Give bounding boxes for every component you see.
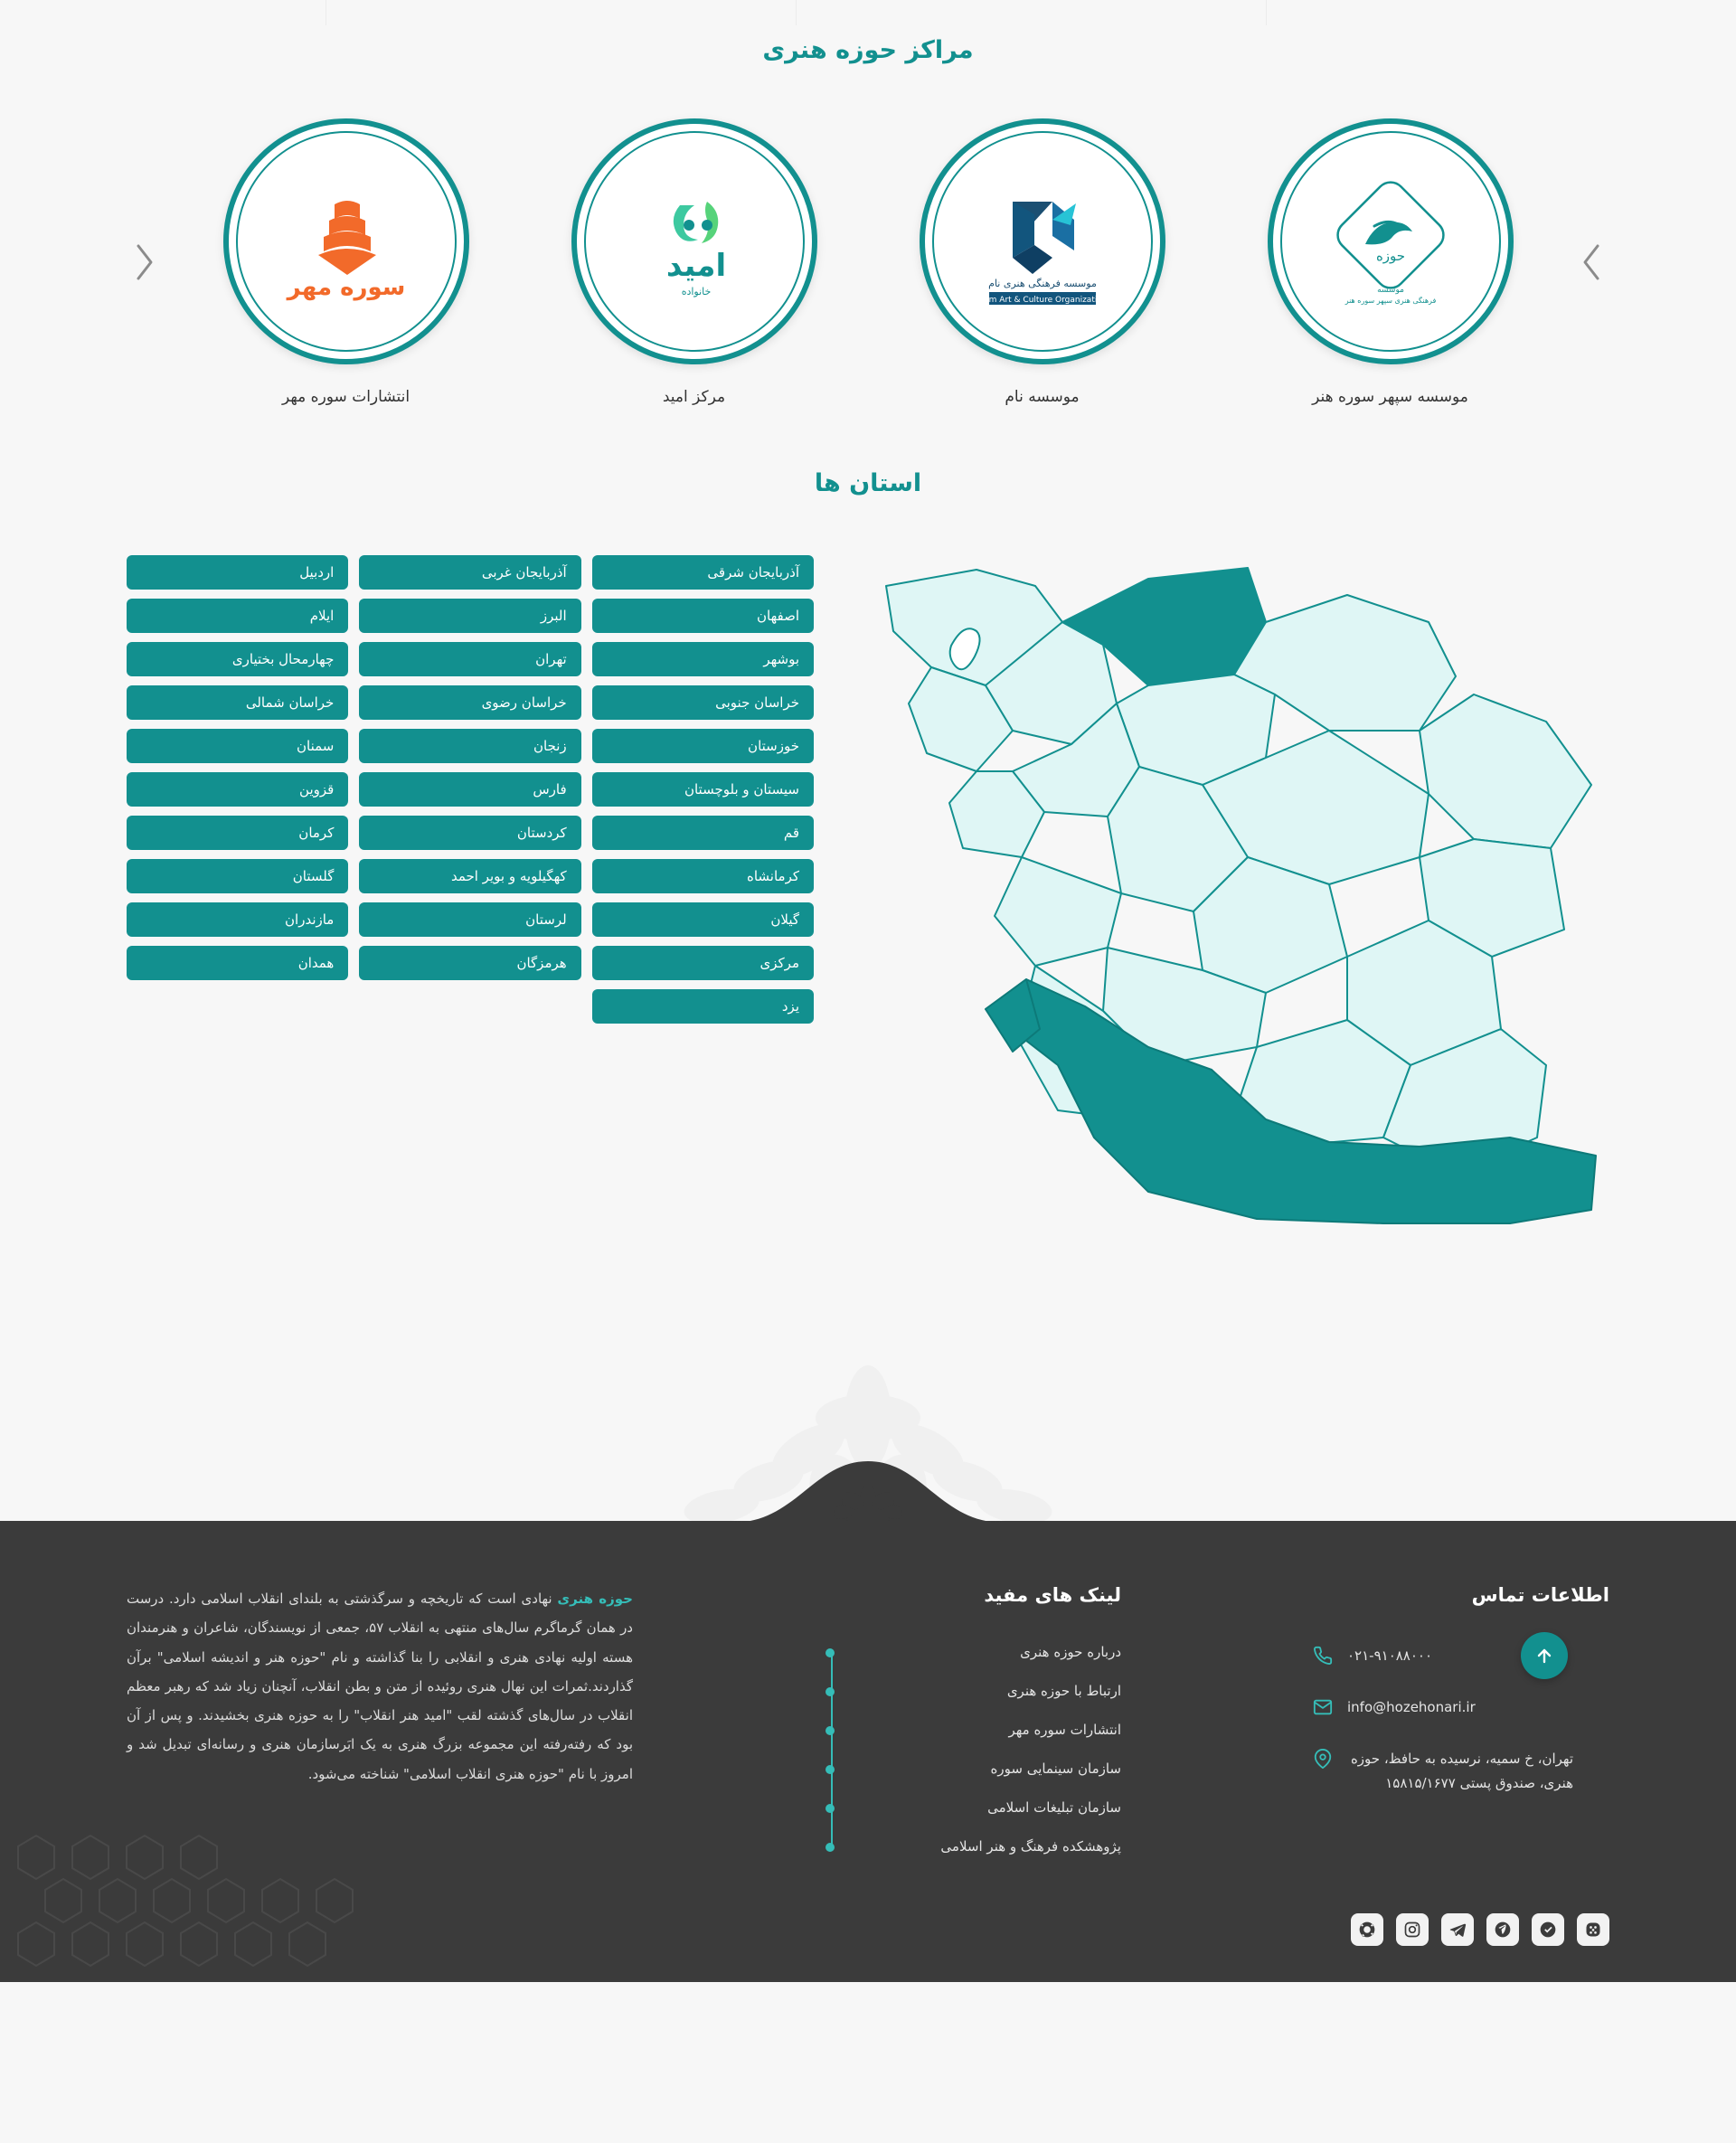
svg-text:Nam Art & Culture Organization: Nam Art & Culture Organization (976, 296, 1108, 305)
province-button[interactable]: قزوین (127, 772, 348, 807)
about-highlight: حوزه هنری (557, 1591, 633, 1607)
site-footer (0, 1521, 1736, 1982)
province-button[interactable]: خوزستان (592, 729, 814, 763)
province-button[interactable]: خراسان شمالی (127, 685, 348, 720)
footer-contact-column (1311, 1584, 1609, 1823)
arrow-up-icon (1533, 1645, 1555, 1666)
province-button[interactable]: اصفهان (592, 599, 814, 633)
social-links (127, 1913, 1609, 1946)
center-label: موسسه نام (1005, 388, 1080, 406)
contact-heading: اطلاعات تماس (1471, 1584, 1609, 1606)
svg-text:خانواده: خانواده (681, 286, 711, 297)
contact-address-row (1311, 1747, 1609, 1796)
chevron-right-icon (1580, 242, 1603, 282)
province-button[interactable]: خراسان جنوبی (592, 685, 814, 720)
contact-email: info@hozehonari.ir (1347, 1699, 1476, 1715)
center-item-sooremehr[interactable] (211, 118, 482, 406)
center-logo-circle (223, 118, 469, 364)
province-button[interactable]: اردبیل (127, 555, 348, 590)
centers-section (0, 0, 1736, 406)
phone-icon (1311, 1644, 1335, 1667)
province-button[interactable]: بوشهر (592, 642, 814, 676)
sepehr-soore-honar-logo (1300, 151, 1481, 332)
iran-provinces-map[interactable] (877, 559, 1600, 1273)
province-button[interactable]: کردستان (359, 816, 580, 850)
province-button[interactable]: لرستان (359, 902, 580, 937)
carousel-prev-button[interactable] (1573, 235, 1609, 289)
telegram-icon[interactable] (1441, 1913, 1474, 1946)
province-button[interactable]: همدان (127, 946, 348, 980)
svg-text:موسسه فرهنگی هنری نام: موسسه فرهنگی هنری نام (987, 278, 1097, 289)
carousel-next-button[interactable] (127, 235, 163, 289)
center-item-omid[interactable] (559, 118, 830, 406)
footer-link[interactable]: درباره حوزه هنری (846, 1644, 1121, 1660)
map-column (868, 552, 1609, 1273)
contact-address: تهران، خ سمیه، نرسیده به حافظ، حوزه هنری، صندوق پستی ۱۵۸۱۵/۱۶۷۷ (1350, 1751, 1573, 1791)
location-pin-icon (1311, 1747, 1335, 1770)
centers-list (163, 118, 1573, 406)
province-button[interactable]: کرمان (127, 816, 348, 850)
province-button[interactable]: گیلان (592, 902, 814, 937)
chevron-left-icon (133, 242, 156, 282)
province-button[interactable]: گلستان (127, 859, 348, 893)
province-button[interactable]: چهارمحال بختیاری (127, 642, 348, 676)
province-button[interactable]: مرکزی (592, 946, 814, 980)
eitaa-icon[interactable] (1486, 1913, 1519, 1946)
rubika-icon[interactable] (1577, 1913, 1609, 1946)
hozeh-honari-emblem (818, 1474, 918, 1525)
nam-art-culture-logo (952, 151, 1133, 332)
footer-link[interactable]: سازمان سینمایی سوره (846, 1761, 1121, 1777)
province-button[interactable]: زنجان (359, 729, 580, 763)
about-paragraph (127, 1584, 633, 1789)
useful-links-list (823, 1644, 1121, 1855)
omid-center-logo (604, 151, 785, 332)
center-item-nam[interactable] (907, 118, 1178, 406)
province-button[interactable]: کهگیلویه و بویر احمد (359, 859, 580, 893)
svg-text:سوره مهر: سوره مهر (287, 274, 405, 301)
province-button[interactable]: آذربایجان غربی (359, 555, 580, 590)
province-button[interactable]: یزد (592, 989, 814, 1024)
province-button[interactable]: خراسان رضوی (359, 685, 580, 720)
svg-text:فرهنگی هنری سپهر سوره هنر: فرهنگی هنری سپهر سوره هنر (1344, 297, 1436, 305)
province-button[interactable]: کرمانشاه (592, 859, 814, 893)
footer-about-column (127, 1584, 633, 1789)
center-label: انتشارات سوره مهر (281, 388, 410, 406)
aparat-icon[interactable] (1351, 1913, 1383, 1946)
soore-mehr-logo (256, 151, 437, 332)
svg-text:حوزه: حوزه (1375, 248, 1405, 264)
center-item-sepehr[interactable] (1255, 118, 1526, 406)
center-label: موسسه سپهر سوره هنر (1312, 388, 1468, 406)
footer-link[interactable]: سازمان تبلیغات اسلامی (846, 1799, 1121, 1816)
bale-icon[interactable] (1532, 1913, 1564, 1946)
center-logo-circle (920, 118, 1165, 364)
province-button[interactable]: سمنان (127, 729, 348, 763)
center-label: مرکز امید (662, 388, 726, 406)
footer-link[interactable]: پژوهشکده فرهنگ و هنر اسلامی (846, 1838, 1121, 1855)
links-heading: لینک های مفید (984, 1584, 1121, 1606)
center-logo-circle (571, 118, 817, 364)
province-button[interactable]: مازندران (127, 902, 348, 937)
province-button[interactable]: البرز (359, 599, 580, 633)
centers-title: مراکز حوزه هنری (762, 36, 974, 64)
provinces-grid (127, 552, 814, 1024)
envelope-icon (1311, 1695, 1335, 1719)
scroll-to-top-button[interactable] (1521, 1632, 1568, 1679)
svg-text:امید: امید (665, 248, 726, 284)
province-button[interactable]: ایلام (127, 599, 348, 633)
footer-link[interactable]: انتشارات سوره مهر (846, 1722, 1121, 1738)
contact-email-row[interactable] (1311, 1695, 1609, 1720)
province-button[interactable]: تهران (359, 642, 580, 676)
about-body: نهادی است که تاریخچه و سرگذشتی به بلندای انقلاب اسلامی دارد. درست در همان گرماگرم سال‌های منتهی به انقلاب ۵۷، جمعی از نویسندگان، شاعران و هنرمندان هسته اولیه نهادی هنری و انقلابی را بنا گذاشته و نام "حوزه هنر و اندیشه اسلامی" برآن گذاردند.ثمرات این نهال هنری روئیده از متن و بطن انقلاب، آنچنان زیاد شد که رهبر معظم انقلاب در سال‌های گذشته لقب "امید هنر انقلاب" را به حوزه هنری بخشیدند. و پس از آن بود که رفته‌رفته این مجموعه بزرگ هنری به یک ابَرسازمان هنری و رسانه‌ای تبدیل شد و امروز با نام "حوزه هنری انقلاب اسلامی" شناخته می‌شود. (127, 1591, 633, 1782)
province-button[interactable]: فارس (359, 772, 580, 807)
provinces-title: استان ها (814, 469, 922, 497)
footer-links-column (823, 1584, 1121, 1877)
provinces-section (0, 406, 1736, 1355)
instagram-icon[interactable] (1396, 1913, 1429, 1946)
province-button[interactable]: هرمزگان (359, 946, 580, 980)
province-button[interactable]: آذربایجان شرقی (592, 555, 814, 590)
province-button[interactable]: قم (592, 816, 814, 850)
center-logo-circle (1268, 118, 1514, 364)
contact-phone: ۰۲۱-۹۱۰۸۸۰۰۰ (1347, 1647, 1433, 1664)
svg-text:موسسه: موسسه (1376, 286, 1404, 295)
footer-link[interactable]: ارتباط با حوزه هنری (846, 1683, 1121, 1699)
centers-carousel (127, 118, 1609, 406)
province-button[interactable]: سیستان و بلوچستان (592, 772, 814, 807)
